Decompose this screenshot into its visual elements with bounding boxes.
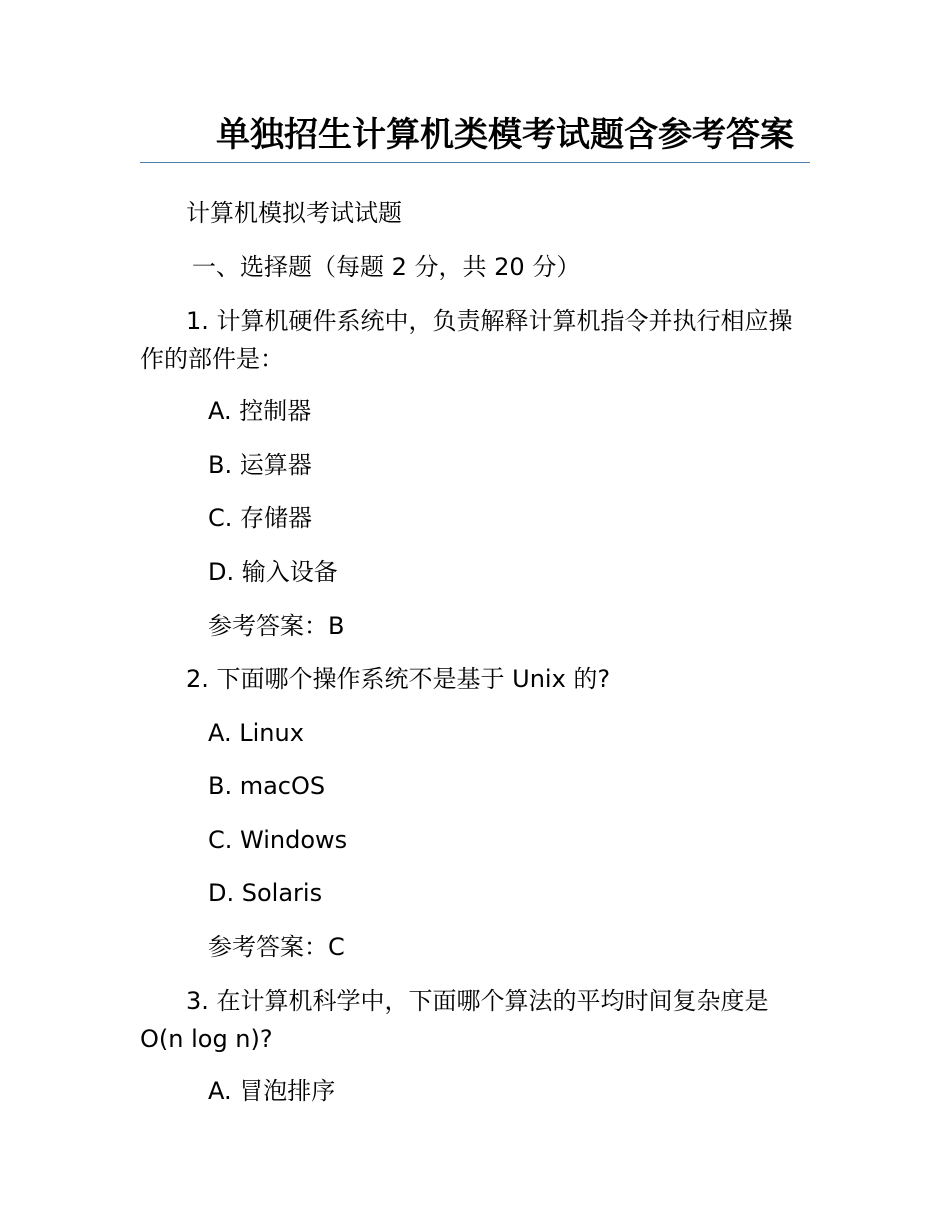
question-2-option-c: C. Windows: [208, 826, 348, 854]
question-3-stem: 3. 在计算机科学中，下面哪个算法的平均时间复杂度是 O(n log n)?: [140, 987, 769, 1053]
question-2-option-d: D. Solaris: [208, 879, 323, 907]
question-2-answer: 参考答案：C: [208, 933, 345, 961]
title-underline: [140, 162, 810, 163]
question-2-option-b: B. macOS: [208, 772, 326, 800]
question-2-option-a: A. Linux: [208, 719, 304, 747]
question-2-stem: 2. 下面哪个操作系统不是基于 Unix 的?: [186, 665, 611, 693]
question-1-option-b: B. 运算器: [208, 451, 312, 479]
section-heading: 一、选择题（每题 2 分，共 20 分）: [192, 253, 581, 281]
question-3-option-a: A. 冒泡排序: [208, 1077, 336, 1105]
document-subtitle: 计算机模拟考试试题: [186, 199, 402, 227]
question-1-stem: 1. 计算机硬件系统中，负责解释计算机指令并执行相应操作的部件是：: [140, 307, 793, 373]
question-1-option-a: A. 控制器: [208, 397, 312, 425]
question-1-option-c: C. 存储器: [208, 504, 313, 532]
document-title: 单独招生计算机类模考试题含参考答案: [216, 115, 794, 155]
question-1-option-d: D. 输入设备: [208, 558, 338, 586]
question-1-answer: 参考答案：B: [208, 612, 345, 640]
